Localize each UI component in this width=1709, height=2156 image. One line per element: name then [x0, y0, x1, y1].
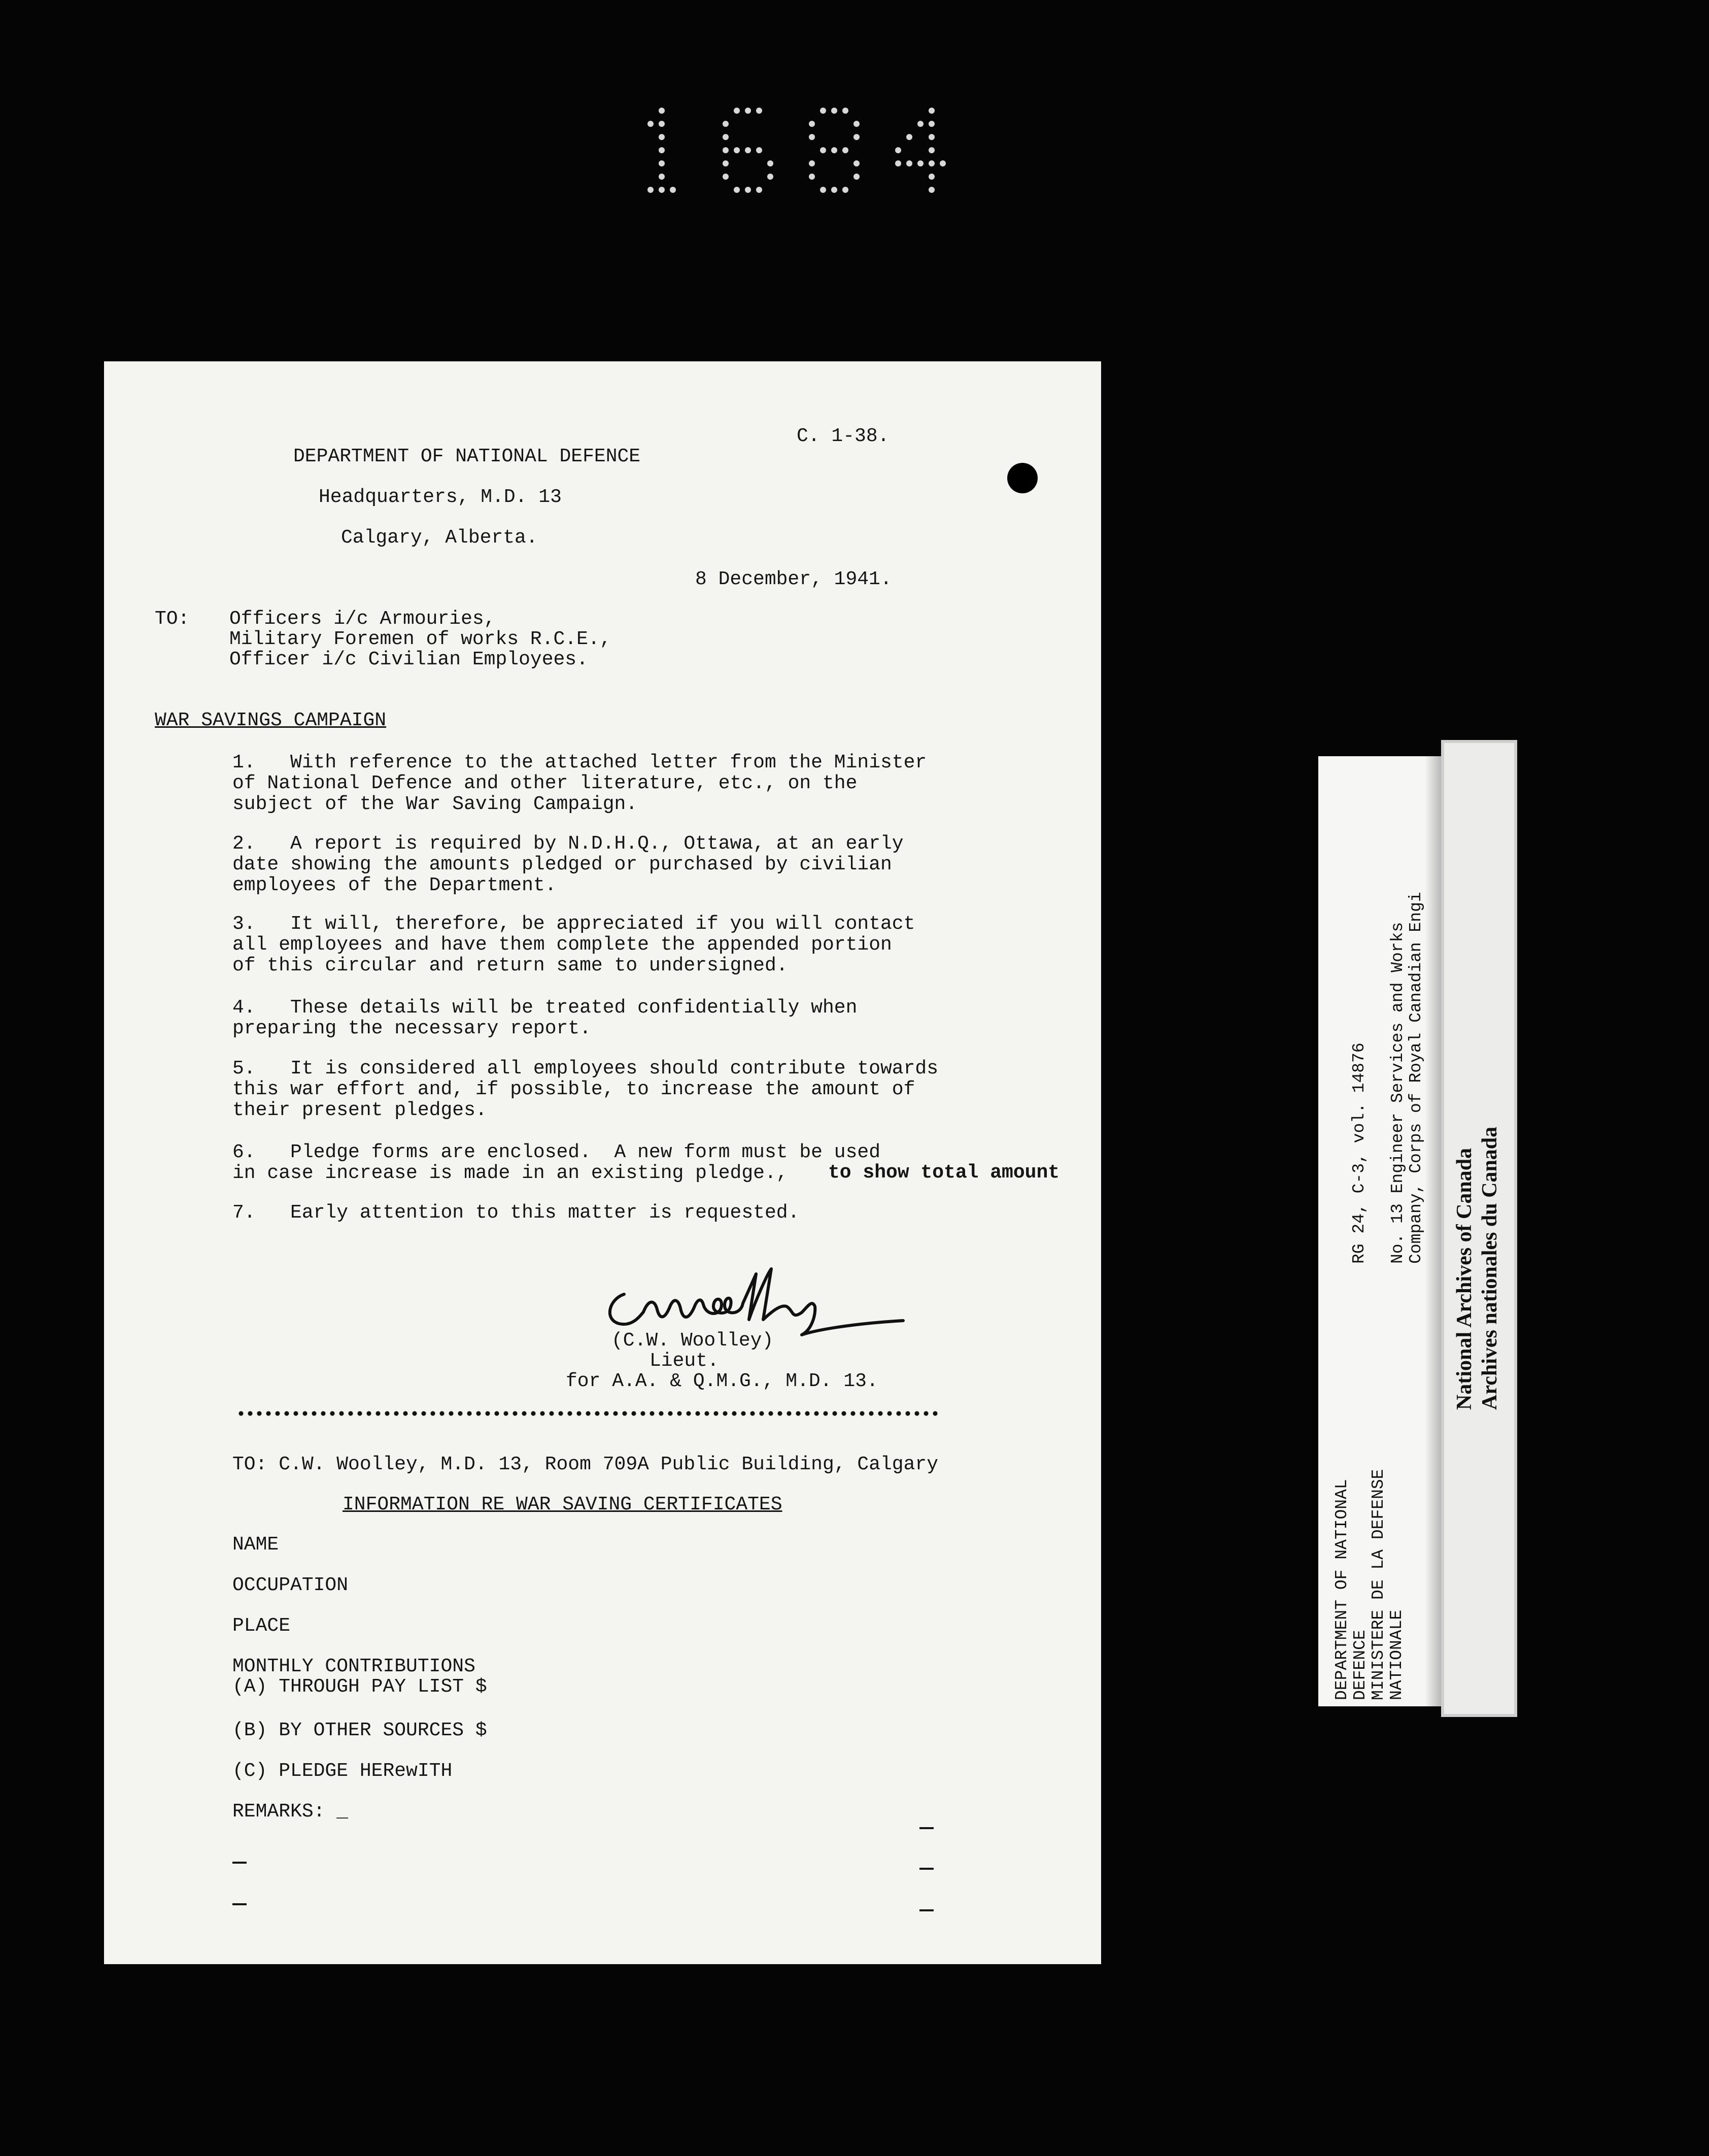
department-line-4: NATIONALE	[1387, 1609, 1406, 1700]
archives-stamp-label	[1441, 740, 1517, 1717]
frame-digit-dot	[809, 174, 815, 180]
frame-digit-dot	[723, 160, 729, 166]
frame-digit-dot	[745, 187, 751, 193]
frame-digit-dot	[929, 187, 935, 193]
frame-digit-dot	[756, 187, 762, 193]
department-heading: DEPARTMENT OF NATIONAL DEFENCE	[293, 446, 641, 467]
frame-digit-dot	[734, 187, 740, 193]
frame-digit-dot	[831, 108, 837, 114]
department-line-2: DEFENCE	[1351, 1630, 1370, 1700]
form-pledge-field: (C) PLEDGE HERewITH	[232, 1760, 453, 1782]
frame-digit-dot	[917, 160, 924, 166]
form-other-sources-field: (B) BY OTHER SOURCES $	[232, 1720, 487, 1741]
reference-number: C. 1-38.	[797, 425, 890, 447]
archive-reference-label	[1318, 756, 1445, 1706]
frame-digit-dot	[670, 187, 676, 193]
frame-digit-dot	[820, 147, 826, 153]
bleed-through	[137, 477, 149, 500]
paragraph-line: 6. Pledge forms are enclosed. A new form must be used	[232, 1141, 881, 1163]
paragraph-line: this war effort and, if possible, to increase the amount of	[232, 1079, 915, 1100]
paragraph-line: employees of the Department.	[232, 874, 557, 896]
form-occupation-field: OCCUPATION	[232, 1574, 349, 1596]
remarks-line-end	[919, 1827, 934, 1829]
frame-digit-dot	[745, 108, 751, 114]
frame-digit-dot	[853, 134, 860, 140]
handwritten-addition: to show total amount	[828, 1162, 1060, 1184]
frame-digit-dot	[820, 108, 826, 114]
frame-digit-dot	[647, 121, 654, 127]
file-title-line-2: Company, Corps of Royal Canadian Engi	[1407, 892, 1425, 1264]
frame-digit-dot	[809, 121, 815, 127]
paragraph-2	[232, 833, 904, 896]
frame-digit-dot	[723, 121, 729, 127]
frame-digit-dot	[929, 174, 935, 180]
paragraph-line: in case increase is made in an existing pledge.,	[232, 1162, 788, 1184]
frame-digit-dot	[734, 108, 740, 114]
frame-digit-dot	[659, 147, 665, 153]
frame-digit-dot	[842, 147, 848, 153]
frame-digit-dot	[929, 160, 935, 166]
frame-digit-dot	[659, 121, 665, 127]
frame-digit-dot	[820, 187, 826, 193]
frame-digit-dot	[929, 134, 935, 140]
form-heading: INFORMATION RE WAR SAVING CERTIFICATES	[343, 1494, 782, 1515]
form-place-field: PLACE	[232, 1615, 291, 1637]
frame-digit-dot	[659, 187, 665, 193]
frame-digit-dot	[745, 147, 751, 153]
frame-digit-dot	[895, 160, 901, 166]
frame-digit-dot	[853, 174, 860, 180]
frame-digit-dot	[917, 121, 924, 127]
city-line: Calgary, Alberta.	[341, 527, 538, 549]
paragraph-line: 5. It is considered all employees should contribute towards	[232, 1058, 939, 1080]
paragraph-line: of this circular and return same to undersigned.	[232, 955, 788, 976]
punch-hole	[1007, 463, 1038, 493]
paragraph-1	[232, 752, 927, 815]
form-name-field: NAME	[232, 1534, 279, 1556]
archives-name-en: National Archives of Canada	[1453, 1148, 1476, 1410]
remarks-line-start	[232, 1862, 247, 1864]
paragraph-line: 2. A report is required by N.D.H.Q., Ottawa, at an early	[232, 833, 904, 855]
frame-digit-dot	[906, 160, 912, 166]
archives-name-fr: Archives nationales du Canada	[1478, 1126, 1501, 1410]
recipient-3: Officer i/c Civilian Employees.	[229, 649, 588, 670]
paragraph-line: all employees and have them complete the appended portion	[232, 934, 892, 956]
frame-digit-dot	[659, 160, 665, 166]
signatory-name: (C.W. Woolley)	[611, 1330, 774, 1352]
tear-off-dotted-line	[236, 1411, 942, 1416]
paragraph-line: date showing the amounts pledged or purchased by civilian	[232, 854, 892, 875]
department-line-1: DEPARTMENT OF NATIONAL	[1332, 1479, 1351, 1700]
form-to-line: TO: C.W. Woolley, M.D. 13, Room 709A Public Building, Calgary	[232, 1454, 939, 1475]
file-title-line-1: No. 13 Engineer Services and Works	[1388, 922, 1407, 1264]
frame-digit-dot	[842, 187, 848, 193]
handwritten-signature	[589, 1264, 913, 1340]
frame-digit-dot	[723, 174, 729, 180]
subject-heading: WAR SAVINGS CAMPAIGN	[155, 710, 387, 731]
frame-digit-dot	[756, 108, 762, 114]
form-remarks-field: REMARKS: _	[232, 1801, 349, 1823]
remarks-line-end	[919, 1868, 934, 1870]
frame-digit-dot	[853, 121, 860, 127]
form-pay-list-field: (A) THROUGH PAY LIST $	[232, 1676, 487, 1698]
frame-digit-dot	[842, 108, 848, 114]
paragraph-line: 4. These details will be treated confidentially when	[232, 997, 858, 1019]
frame-digit-dot	[659, 134, 665, 140]
frame-digit-dot	[734, 147, 740, 153]
paragraph-6	[232, 1142, 880, 1184]
frame-digit-dot	[767, 174, 773, 180]
frame-digit-dot	[929, 108, 935, 114]
paragraph-line: preparing the necessary report.	[232, 1018, 591, 1039]
frame-digit-dot	[895, 147, 901, 153]
recipient-1: Officers i/c Armouries,	[229, 608, 496, 630]
form-monthly-heading: MONTHLY CONTRIBUTIONS	[232, 1656, 475, 1677]
paragraph-3	[232, 914, 915, 976]
frame-digit-dot	[647, 187, 654, 193]
remarks-line-end	[919, 1909, 934, 1911]
frame-digit-dot	[929, 147, 935, 153]
paragraph-line: 1. With reference to the attached letter from the Minister	[232, 752, 927, 773]
frame-digit-dot	[723, 147, 729, 153]
archive-reference: RG 24, C-3, vol. 14876	[1350, 1042, 1369, 1264]
frame-digit-dot	[723, 134, 729, 140]
paragraph-7: 7. Early attention to this matter is requested.	[232, 1202, 800, 1224]
frame-digit-dot	[853, 160, 860, 166]
frame-number-dots	[629, 102, 959, 198]
frame-digit-dot	[756, 147, 762, 153]
remarks-line-start	[232, 1903, 247, 1905]
signatory-for: for A.A. & Q.M.G., M.D. 13.	[566, 1370, 878, 1392]
frame-number	[629, 102, 959, 198]
frame-digit-dot	[809, 160, 815, 166]
paragraph-line: their present pledges.	[232, 1099, 487, 1121]
frame-digit-dot	[659, 108, 665, 114]
headquarters-line: Headquarters, M.D. 13	[319, 486, 562, 508]
frame-digit-dot	[831, 187, 837, 193]
frame-digit-dot	[659, 174, 665, 180]
frame-digit-dot	[809, 134, 815, 140]
department-line-3: MINISTERE DE LA DEFENSE	[1369, 1469, 1388, 1700]
frame-digit-dot	[767, 160, 773, 166]
paragraph-5	[232, 1058, 938, 1121]
paragraph-4	[232, 997, 857, 1039]
frame-digit-dot	[929, 121, 935, 127]
recipient-2: Military Foremen of works R.C.E.,	[229, 628, 611, 650]
frame-digit-dot	[940, 160, 946, 166]
letter-date: 8 December, 1941.	[695, 568, 892, 590]
paragraph-line: of National Defence and other literature, etc., on the	[232, 772, 858, 794]
to-label: TO:	[155, 608, 190, 630]
frame-digit-dot	[831, 147, 837, 153]
frame-digit-dot	[906, 134, 912, 140]
paragraph-line: 3. It will, therefore, be appreciated if you will contact	[232, 913, 915, 935]
signatory-rank: Lieut.	[650, 1350, 719, 1372]
paragraph-line: subject of the War Saving Campaign.	[232, 793, 638, 815]
